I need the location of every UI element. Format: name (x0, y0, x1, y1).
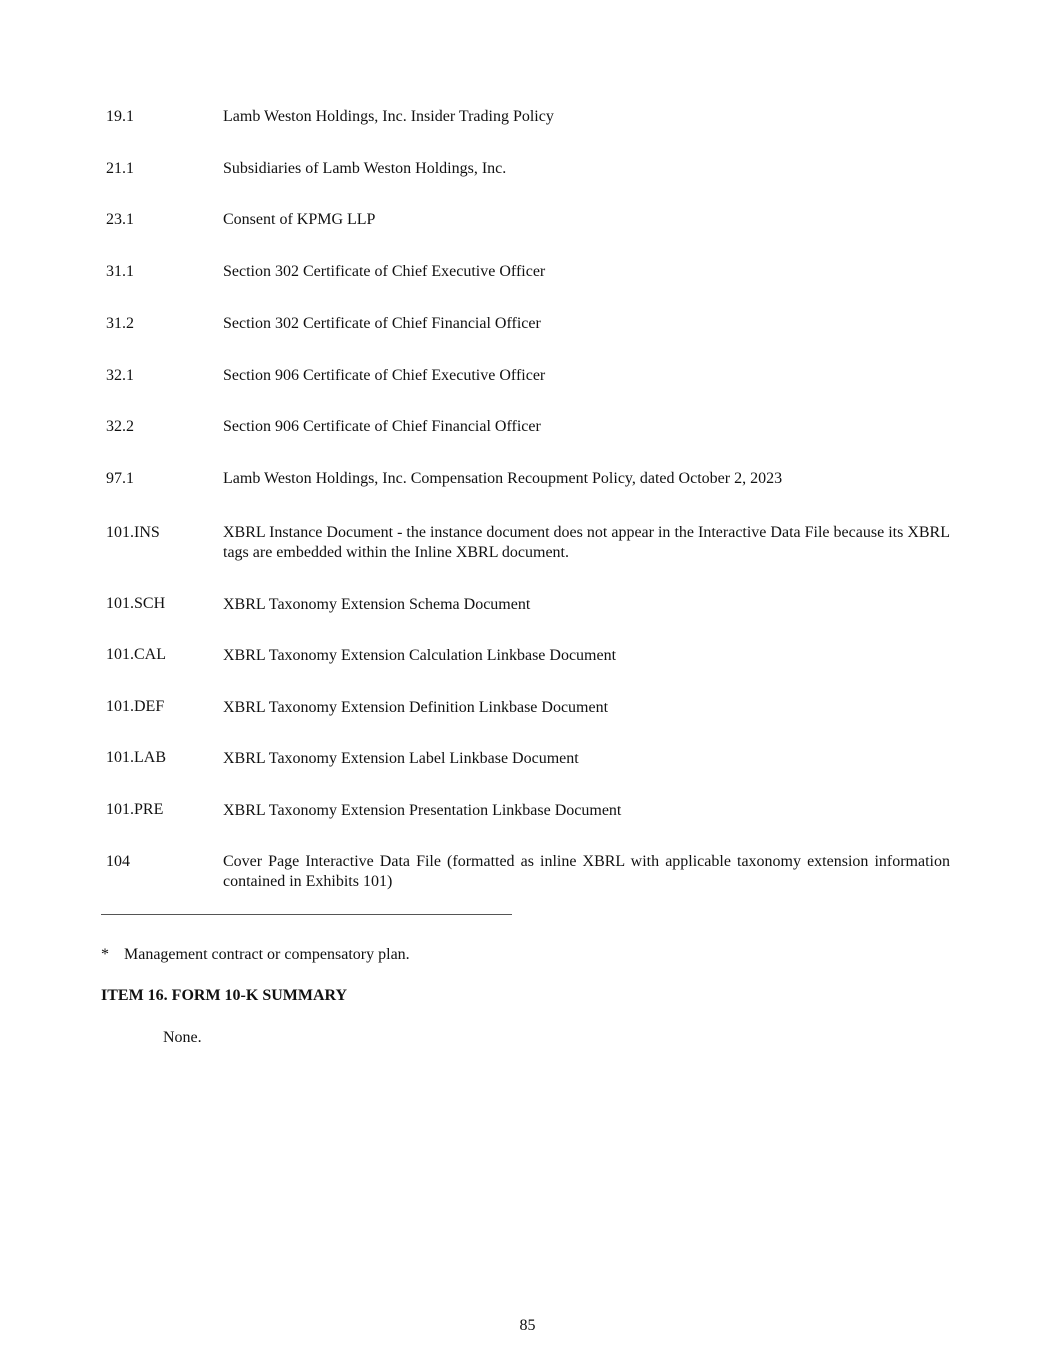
footnote-divider (101, 914, 512, 915)
section-body: None. (163, 1029, 202, 1046)
exhibit-description: Cover Page Interactive Data File (formatted as inline XBRL with applicable taxonomy extension information contained in Exhibits 101) (223, 853, 950, 890)
exhibit-number: 32.2 (106, 418, 134, 435)
exhibit-description: XBRL Taxonomy Extension Definition Linkbase Document (223, 699, 609, 716)
exhibit-number: 101.PRE (106, 801, 164, 818)
exhibit-description: Lamb Weston Holdings, Inc. Compensation Recoupment Policy, dated October 2, 2023 (223, 470, 783, 487)
exhibit-number: 23.1 (106, 211, 134, 228)
section-heading: ITEM 16. FORM 10-K SUMMARY (101, 987, 348, 1004)
exhibit-description: Consent of KPMG LLP (223, 211, 376, 228)
exhibit-number: 32.1 (106, 367, 134, 384)
exhibit-description: XBRL Instance Document - the instance document does not appear in the Interactive Data File because its XBRL tags are embedded within the Inline XBRL document. (223, 524, 950, 561)
exhibit-description: XBRL Taxonomy Extension Schema Document (223, 596, 531, 613)
footnote (101, 945, 410, 965)
footnote-text: Management contract or compensatory plan. (124, 946, 410, 963)
exhibit-description: Section 906 Certificate of Chief Executive Officer (223, 367, 546, 384)
exhibit-number: 31.2 (106, 315, 134, 332)
page-number: 85 (519, 1317, 536, 1334)
exhibit-description: Subsidiaries of Lamb Weston Holdings, Inc. (223, 160, 507, 177)
exhibit-description: XBRL Taxonomy Extension Presentation Linkbase Document (223, 802, 622, 819)
exhibit-number: 101.INS (106, 524, 160, 541)
exhibit-number: 19.1 (106, 108, 134, 125)
exhibit-description: Section 302 Certificate of Chief Financial Officer (223, 315, 541, 332)
exhibit-number: 101.CAL (106, 646, 166, 663)
exhibit-description: XBRL Taxonomy Extension Label Linkbase Document (223, 750, 579, 767)
exhibit-number: 31.1 (106, 263, 134, 280)
exhibit-number: 101.DEF (106, 698, 165, 715)
exhibit-number: 21.1 (106, 160, 134, 177)
exhibit-number: 101.LAB (106, 749, 166, 766)
exhibit-description: Lamb Weston Holdings, Inc. Insider Trading Policy (223, 108, 554, 125)
exhibit-description: Section 906 Certificate of Chief Financial Officer (223, 418, 541, 435)
exhibit-number: 104 (106, 853, 130, 870)
exhibit-description: Section 302 Certificate of Chief Executive Officer (223, 263, 546, 280)
exhibit-number: 101.SCH (106, 595, 166, 612)
footnote-asterisk: * (101, 946, 109, 963)
exhibit-number: 97.1 (106, 470, 134, 487)
exhibit-description: XBRL Taxonomy Extension Calculation Linkbase Document (223, 647, 617, 664)
